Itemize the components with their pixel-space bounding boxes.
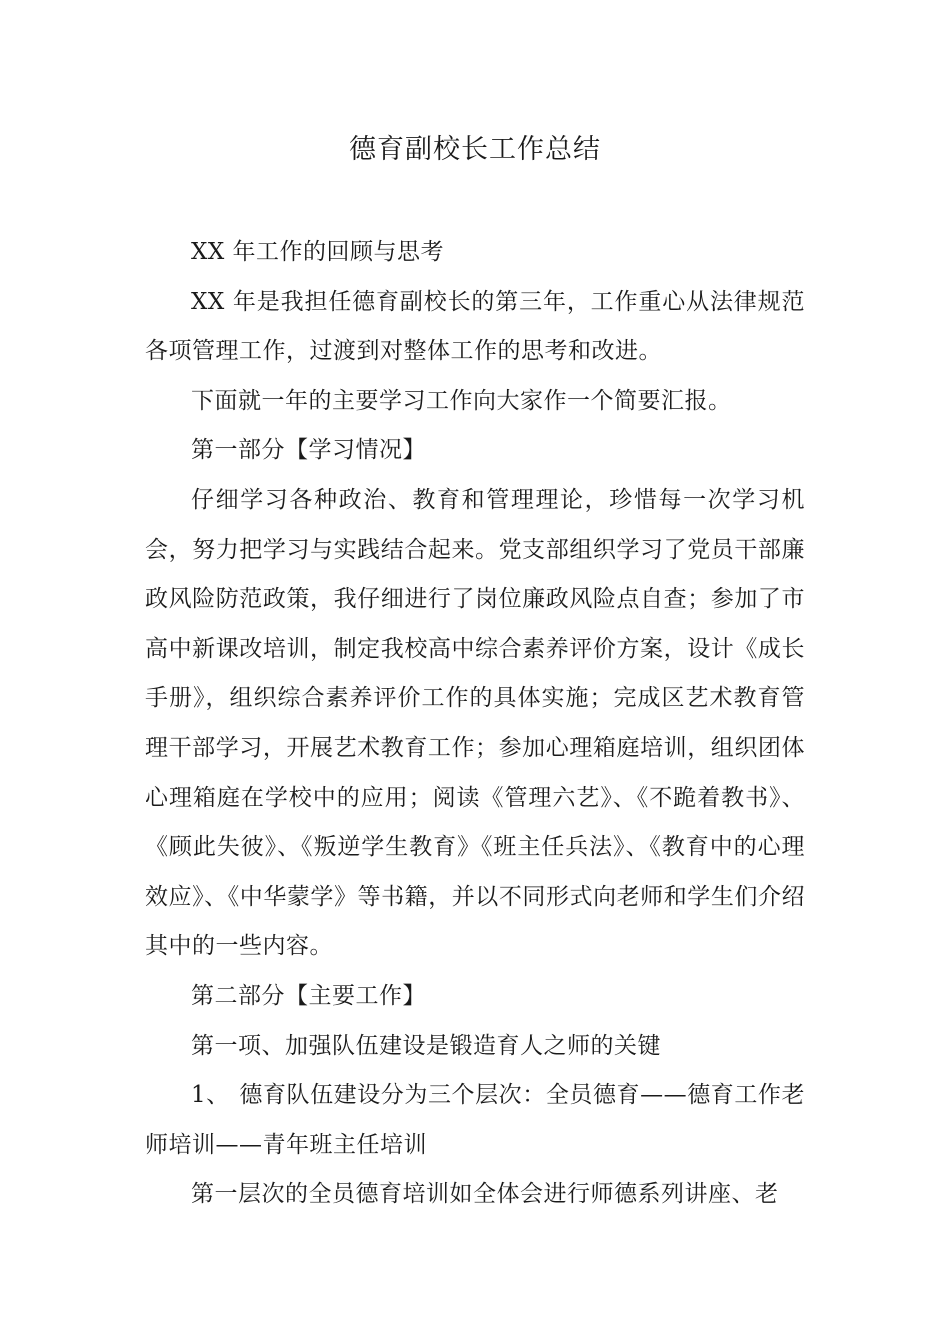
paragraph-intro: XX 年是我担任德育副校长的第三年，工作重心从法律规范各项管理工作，过渡到对整体工作的思考和改进。 <box>145 288 805 365</box>
paragraph-review-heading: XX 年工作的回顾与思考 <box>191 239 445 265</box>
item-text: 德育队伍建设分为三个层次：全员德育——德育工作老师培训——青年班主任培训 <box>145 1082 805 1158</box>
subsection-heading-team: 第一项、加强队伍建设是锻造育人之师的关键 <box>191 1032 661 1059</box>
paragraph-first-level: 第一层次的全员德育培训如全体会进行师德系列讲座、老 <box>191 1181 779 1208</box>
document-title: 德育副校长工作总结 <box>349 134 601 165</box>
section-heading-study: 第一部分【学习情况】 <box>191 437 426 464</box>
paragraph-study-details: 仔细学习各种政治、教育和管理理论，珍惜每一次学习机会，努力把学习与实践结合起来。党支部组织学习了党员干部廉政风险防范政策，我仔细进行了岗位廉政风险点自查；参加了市高中新课改培训，制定我校高中综合素养评价方案，设计《成长手册》，组织综合素养评价工作的具体实施；完成区艺术教育管理干部学习，开展艺术教育工作；参加心理箱庭培训，组织团体心理箱庭在学校中的应用；阅读《管理六艺》、《不跪着教书》、《顾此失彼》、《叛逆学生教育》《班主任兵法》、《教育中的心理效应》、《中华蒙学》等书籍，并以不同形式向老师和学生们介绍其中的一些内容。 <box>145 486 805 960</box>
item-number: 1、 <box>191 1082 230 1109</box>
numbered-item <box>145 1071 805 1170</box>
paragraph-report-intro: 下面就一年的主要学习工作向大家作一个简要汇报。 <box>191 387 732 414</box>
section-heading-main-work: 第二部分【主要工作】 <box>191 982 426 1009</box>
document-body <box>145 228 805 1220</box>
